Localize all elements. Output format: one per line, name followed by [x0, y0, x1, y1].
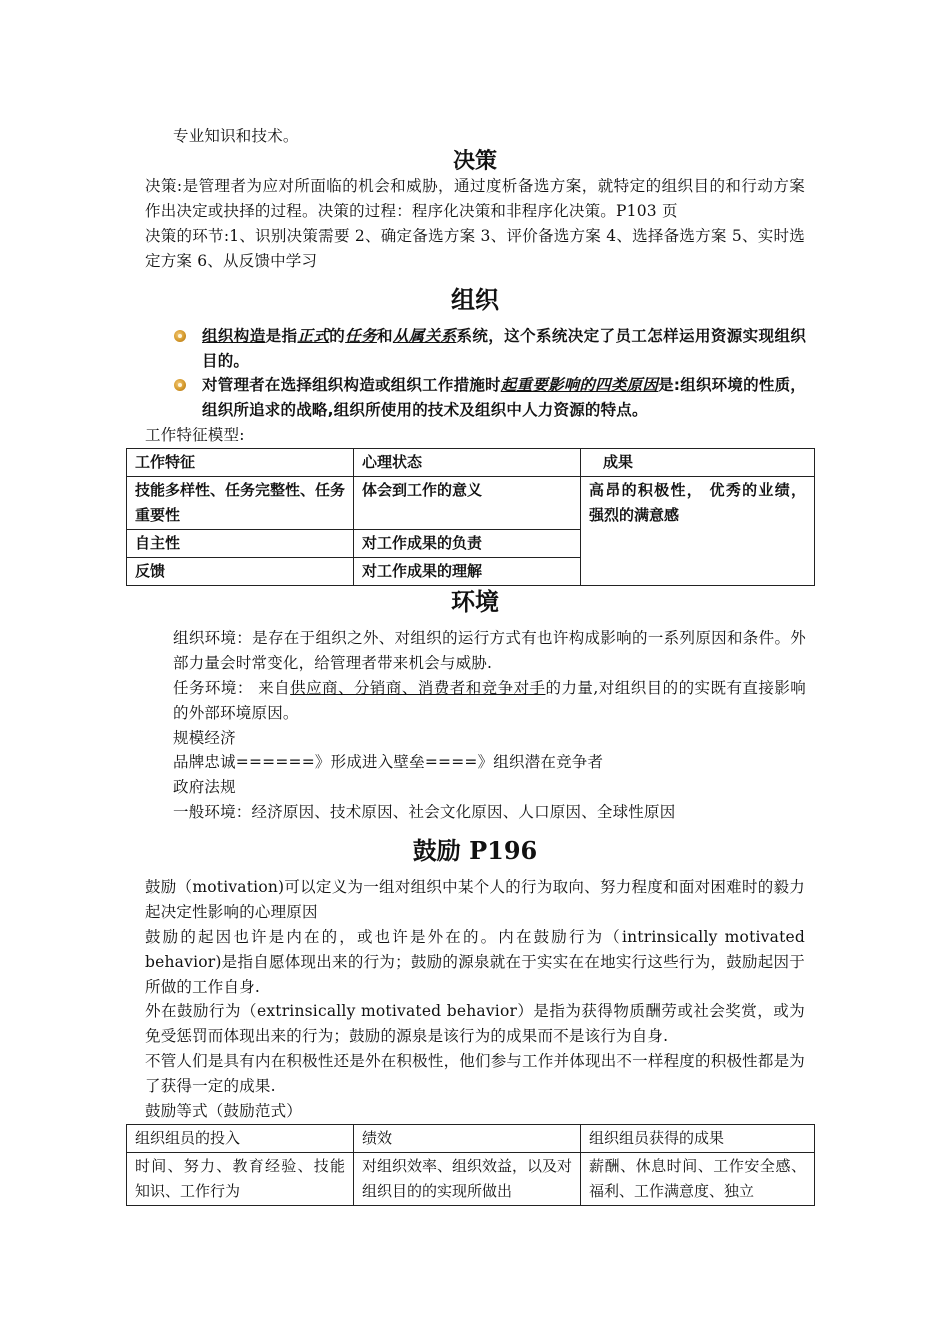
table-header-cell: 组织组员获得的成果	[581, 1125, 815, 1153]
table-header-cell: 工作特征	[127, 449, 354, 477]
bullet1-text-b: 是指	[265, 327, 298, 345]
term-four-factors: 起重要影响的四类原因	[500, 376, 659, 394]
motivation-equation-table	[126, 1124, 815, 1206]
table-cell: 对组织效率、组织效益，以及对组织目的的实现所做出	[354, 1153, 581, 1206]
bullet1-text-f: 和	[376, 327, 393, 345]
task-env-text-a: 任务环境： 来自	[173, 679, 291, 697]
table-row	[127, 477, 815, 530]
table-cell: 体会到工作的意义	[354, 477, 581, 530]
table-cell: 薪酬、休息时间、工作安全感、福利、工作满意度、独立	[581, 1153, 815, 1206]
table-cell: 技能多样性、任务完整性、任务重要性	[127, 477, 354, 530]
bullet1-text-h: 系统，这个系统决定了员工怎样运用资源实现组织目的。	[202, 327, 807, 370]
term-org-structure: 组织构造	[202, 327, 266, 345]
organization-bullet-2	[202, 373, 806, 423]
bullet-icon	[174, 379, 186, 391]
intro-line: 专业知识和技术。	[173, 127, 299, 145]
table-header-cell: 绩效	[354, 1125, 581, 1153]
term-formal: 正式	[297, 327, 330, 345]
task-env-forces: 供应商、分销商、消费者和竞争对手	[290, 679, 546, 697]
general-environment: 一般环境：经济原因、技术原因、社会文化原因、人口原因、全球性原因	[173, 803, 676, 821]
government-regulation: 政府法规	[173, 778, 236, 796]
environment-definition: 组织环境：是存在于组织之外、对组织的运行方式有也许构成影响的一系列原因和条件。外部力量会时常变化，给管理者带来机会与威胁.	[173, 629, 806, 672]
table-cell: 对工作成果的负责	[354, 530, 581, 558]
table-cell: 反馈	[127, 558, 354, 586]
table-cell: 时间、努力、教育经验、技能 知识、工作行为	[127, 1153, 354, 1206]
job-characteristics-table	[126, 448, 815, 586]
task-env-text-c: 的力量,对组织目的的实既有直接影响的外部环境原因。	[173, 679, 806, 722]
motivation-definition: 鼓励（motivation)可以定义为一组对组织中某个人的行为取向、努力程度和面对困难时的毅力起决定性影响的心理原因	[145, 878, 805, 921]
bullet2-text-a: 对管理者在选择组织构造或组织工作措施时	[202, 376, 501, 394]
section-title-motivation: 鼓励 P196	[412, 836, 538, 865]
table-outcome-cell: 高昂的积极性， 优秀的业绩， 强烈的满意感	[581, 477, 815, 586]
task-environment	[173, 676, 806, 726]
bullet2-text-c: 是:组织环境的性质，组织所追求的战略,组织所使用的技术及组织中人力资源的特点。	[202, 376, 806, 419]
organization-bullet-1	[202, 324, 806, 374]
table-header-cell: 成果	[581, 449, 815, 477]
economies-of-scale: 规模经济	[173, 729, 236, 747]
table-header-cell: 心理状态	[354, 449, 581, 477]
term-subordination: 从属关系	[392, 327, 457, 345]
section-title-environment: 环境	[451, 587, 499, 616]
bullet1-text-d: 的	[329, 327, 346, 345]
table-header-row	[127, 1125, 815, 1153]
table-header-row	[127, 449, 815, 477]
decision-definition: 决策:是管理者为应对所面临的机会和威胁，通过度析备选方案，就特定的组织目的和行动方案作出决定或抉择的过程。决策的过程：程序化决策和非程序化决策。P103 页	[145, 177, 805, 220]
table-header-cell: 组织组员的投入	[127, 1125, 354, 1153]
term-task: 任务	[345, 327, 377, 345]
section-title-decision: 决策	[452, 148, 497, 174]
table-cell: 对工作成果的理解	[354, 558, 581, 586]
decision-steps: 决策的环节:1、识别决策需要 2、确定备选方案 3、评价备选方案 4、选择备选方案 5、实时选定方案 6、从反馈中学习	[145, 227, 805, 270]
table-cell: 自主性	[127, 530, 354, 558]
job-model-label: 工作特征模型:	[145, 426, 245, 444]
section-title-organization: 组织	[451, 285, 499, 314]
motivation-outcomes: 不管人们是具有内在积极性还是外在积极性，他们参与工作并体现出不一样程度的积极性都是为了获得一定的成果.	[145, 1052, 805, 1095]
table-row	[127, 1153, 815, 1206]
bullet-icon	[174, 330, 186, 342]
brand-loyalty: 品牌忠诚======》形成进入壁垒====》组织潜在竞争者	[173, 753, 604, 771]
motivation-equation-label: 鼓励等式（鼓励范式）	[145, 1102, 303, 1120]
intrinsic-motivation: 鼓励的起因也许是内在的，或也许是外在的。内在鼓励行为（intrinsically motivated behavior)是指自愿体现出来的行为；鼓励的源泉就在于实实在在地实行这些行为，鼓励起因于所做的工作自身.	[145, 928, 805, 996]
extrinsic-motivation: 外在鼓励行为（extrinsically motivated behavior）是指为获得物质酬劳或社会奖赏，或为免受惩罚而体现出来的行为；鼓励的源泉是该行为的成果而不是该行为自身.	[145, 1002, 805, 1045]
